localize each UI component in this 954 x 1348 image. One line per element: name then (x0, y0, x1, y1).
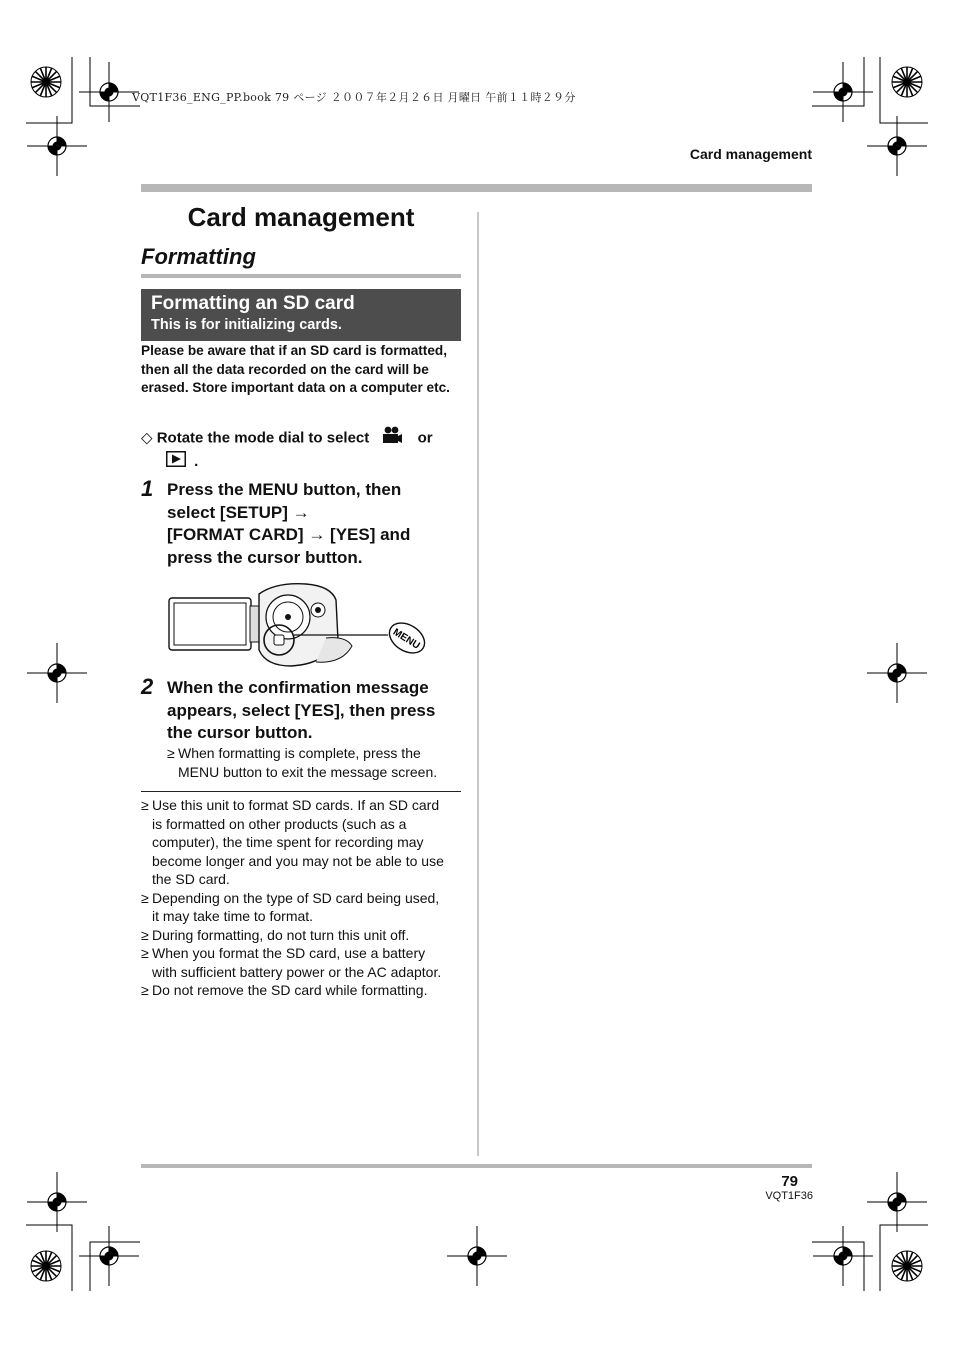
note-bullet: ≥ (141, 797, 149, 813)
top-rule (141, 184, 812, 192)
note-line: Use this unit to format SD cards. If an SD card (152, 797, 440, 813)
note-line: During formatting, do not turn this unit off. (152, 926, 410, 943)
playback-icon (166, 451, 186, 474)
step-1-line: Press the MENU button, then (167, 480, 402, 499)
menu-button-label: MENU (390, 626, 422, 652)
format-warning: Please be aware that if an SD card is formatted, then all the data recorded on the card will be erased. Store important data on a computer etc. (141, 343, 450, 396)
page-title: Card management (187, 202, 415, 232)
column-divider (477, 212, 479, 1156)
step-1-line: [FORMAT CARD] → [YES] and (167, 525, 411, 544)
dial-instruction-text: Rotate the mode dial to select (156, 429, 370, 447)
note-item (141, 796, 463, 889)
step-2-note-line: MENU button to exit the message screen. (178, 764, 438, 780)
subhead-box (141, 289, 461, 341)
dial-instruction (141, 426, 461, 474)
step-1-text (167, 479, 467, 569)
section-title: Formatting (141, 244, 256, 269)
step-2-note-line: When formatting is complete, press the (178, 745, 421, 761)
note-line: become longer and you may not be able to use (152, 852, 444, 869)
note-bullet: ≥ (141, 889, 149, 906)
note-item (141, 981, 463, 1000)
step-2-text (167, 677, 467, 745)
diamond-symbol: ◇ (141, 429, 153, 447)
note-item (141, 889, 463, 926)
dial-connector: or (417, 429, 433, 447)
step-1-line: select [SETUP] → (167, 502, 310, 522)
bottom-rule (141, 1164, 812, 1168)
print-info-line: VQT1F36_ENG_PP.book 79 ページ ２００７年２月２６日 月曜日 午前１１時２９分 (132, 91, 576, 104)
page-number: 79 (781, 1173, 798, 1190)
running-head: Card management (689, 146, 812, 162)
note-line: Depending on the type of SD card being used, (152, 889, 440, 906)
note-bullet: ≥ (141, 945, 149, 961)
notes-list (141, 796, 463, 1000)
note-bullet: ≥ (167, 745, 175, 761)
step-2-line: the cursor button. (167, 723, 313, 742)
notes-rule (141, 791, 461, 792)
camcorder-illustration (166, 580, 432, 670)
section-rule (141, 274, 461, 278)
subhead-subtitle: This is for initializing cards. (151, 317, 342, 333)
dial-end: . (194, 453, 199, 471)
step-1-line: press the cursor button. (167, 547, 363, 567)
note-line: computer), the time spent for recording may (152, 834, 424, 850)
step-2-line: appears, select [YES], then press (167, 700, 436, 720)
note-item (141, 944, 463, 981)
subhead-title: Formatting an SD card (151, 293, 355, 314)
note-line: it may take time to format. (152, 908, 314, 924)
note-line: the SD card. (152, 871, 230, 887)
step-2-number: 2 (141, 674, 154, 699)
note-line: is formatted on other products (such as a (152, 815, 407, 832)
step-1-number: 1 (141, 476, 154, 501)
movie-camera-icon (381, 426, 403, 451)
note-line: with sufficient battery power or the AC adaptor. (152, 963, 442, 980)
note-bullet: ≥ (141, 982, 149, 998)
note-bullet: ≥ (141, 926, 149, 943)
note-line: Do not remove the SD card while formatting. (152, 982, 428, 998)
step-2-note (167, 744, 467, 782)
note-item (141, 926, 463, 945)
note-line: When you format the SD card, use a battery (152, 945, 426, 961)
step-2-line: When the confirmation message (167, 678, 429, 697)
model-code: VQT1F36 (765, 1190, 813, 1202)
